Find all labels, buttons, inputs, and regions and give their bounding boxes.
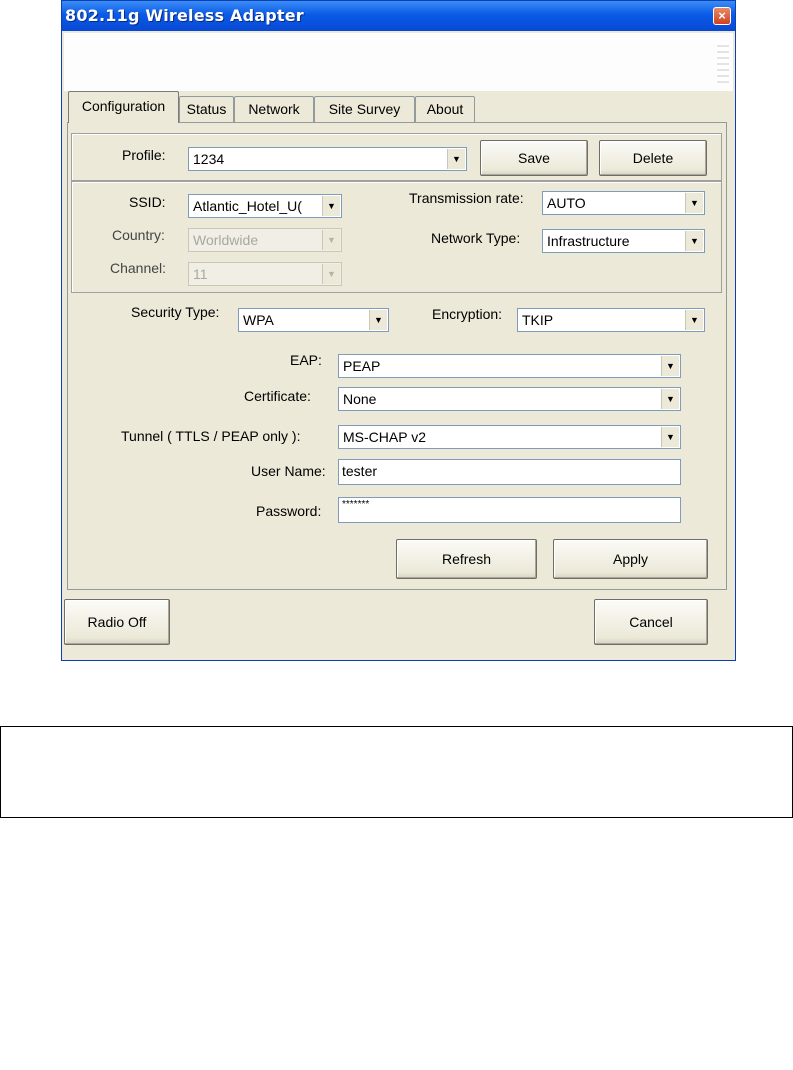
eap-select[interactable] xyxy=(338,354,681,378)
transmission-rate-value: AUTO xyxy=(547,195,586,211)
chevron-down-icon[interactable]: ▼ xyxy=(685,231,703,251)
ssid-value: Atlantic_Hotel_U( xyxy=(193,198,302,214)
security-type-select[interactable] xyxy=(238,308,389,332)
ssid-label: SSID: xyxy=(129,194,166,210)
tab-about[interactable]: About xyxy=(415,96,475,122)
certificate-value: None xyxy=(343,391,377,407)
channel-value: 11 xyxy=(193,266,208,282)
tab-site-survey[interactable]: Site Survey xyxy=(314,96,415,122)
chevron-down-icon[interactable]: ▼ xyxy=(661,427,679,447)
chevron-down-icon: ▼ xyxy=(322,264,340,284)
user-name-input[interactable]: tester xyxy=(338,459,681,485)
chevron-down-icon[interactable]: ▼ xyxy=(661,356,679,376)
profile-label: Profile: xyxy=(122,147,166,163)
chevron-down-icon[interactable]: ▼ xyxy=(447,149,465,169)
encryption-value: TKIP xyxy=(522,312,554,328)
certificate-select[interactable] xyxy=(338,387,681,411)
user-name-label: User Name: xyxy=(251,463,326,479)
footer-bar xyxy=(62,597,735,660)
encryption-label: Encryption: xyxy=(432,306,503,322)
window-title: 802.11g Wireless Adapter xyxy=(65,6,304,25)
profile-select[interactable] xyxy=(188,147,467,171)
blank-frame xyxy=(0,726,793,818)
chevron-down-icon[interactable]: ▼ xyxy=(685,193,703,213)
network-type-select[interactable] xyxy=(542,229,705,253)
ssid-select[interactable] xyxy=(188,194,342,218)
refresh-button[interactable]: Refresh xyxy=(396,539,537,579)
eap-label: EAP: xyxy=(290,352,322,368)
configuration-panel xyxy=(67,122,727,590)
radio-off-button[interactable]: Radio Off xyxy=(64,599,170,645)
channel-label: Channel: xyxy=(110,260,167,276)
tunnel-label: Tunnel ( TTLS / PEAP only ): xyxy=(121,428,301,444)
tab-configuration[interactable]: Configuration xyxy=(68,91,179,123)
password-input[interactable]: ******* xyxy=(338,497,681,523)
country-value: Worldwide xyxy=(193,232,259,248)
security-type-label: Security Type: xyxy=(131,304,220,320)
app-window xyxy=(61,0,736,661)
delete-button[interactable]: Delete xyxy=(599,140,707,176)
transmission-rate-select[interactable] xyxy=(542,191,705,215)
banner-decoration xyxy=(717,41,729,83)
tab-network[interactable]: Network xyxy=(234,96,314,122)
close-icon[interactable]: × xyxy=(713,7,731,25)
network-type-label: Network Type: xyxy=(431,230,521,246)
encryption-select[interactable] xyxy=(517,308,705,332)
chevron-down-icon[interactable]: ▼ xyxy=(369,310,387,330)
apply-button[interactable]: Apply xyxy=(553,539,708,579)
chevron-down-icon[interactable]: ▼ xyxy=(661,389,679,409)
chevron-down-icon[interactable]: ▼ xyxy=(685,310,703,330)
network-type-value: Infrastructure xyxy=(547,233,630,249)
country-select xyxy=(188,228,342,252)
tab-status[interactable]: Status xyxy=(179,96,234,122)
header-banner xyxy=(64,33,733,91)
cancel-button[interactable]: Cancel xyxy=(594,599,708,645)
transmission-rate-label: Transmission rate: xyxy=(409,190,524,206)
tunnel-value: MS-CHAP v2 xyxy=(343,429,426,445)
channel-select xyxy=(188,262,342,286)
title-bar[interactable] xyxy=(62,1,735,31)
save-button[interactable]: Save xyxy=(480,140,588,176)
eap-value: PEAP xyxy=(343,358,381,374)
tunnel-select[interactable] xyxy=(338,425,681,449)
chevron-down-icon: ▼ xyxy=(322,230,340,250)
country-label: Country: xyxy=(112,227,165,243)
chevron-down-icon[interactable]: ▼ xyxy=(322,196,340,216)
password-label: Password: xyxy=(256,503,322,519)
certificate-label: Certificate: xyxy=(244,388,311,404)
security-type-value: WPA xyxy=(243,312,274,328)
profile-value: 1234 xyxy=(193,151,225,167)
